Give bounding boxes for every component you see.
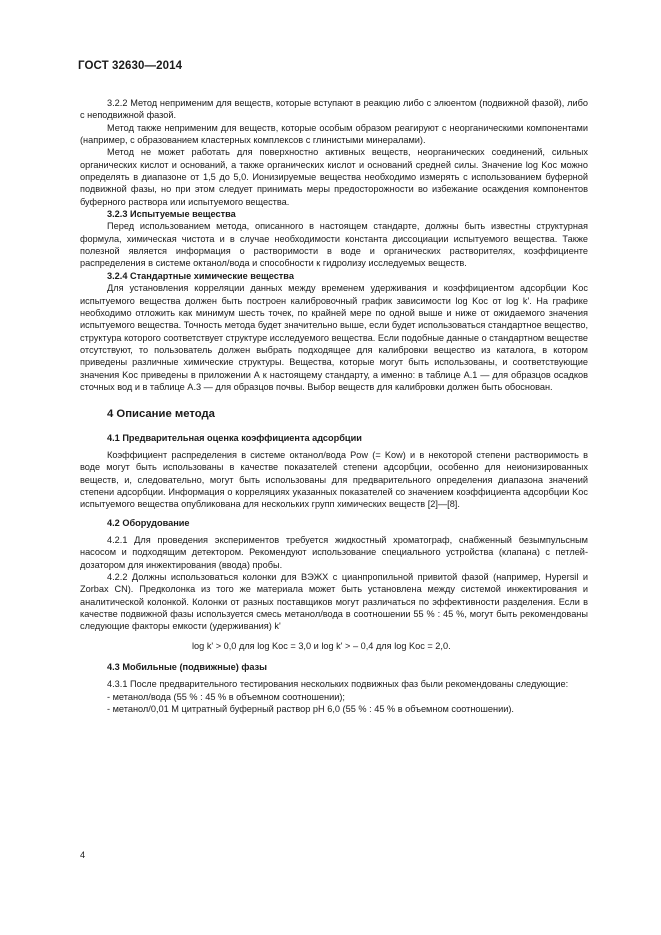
heading-3-2-3: 3.2.3 Испытуемые вещества	[107, 209, 236, 220]
document-code-header: ГОСТ 32630—2014	[78, 60, 183, 72]
heading-4-2: 4.2 Оборудование	[107, 517, 190, 528]
paragraph-reference-substances: Для установления корреляции данных между временем удерживания и коэффициентом адсорбции Koc испытуемого вещества должен быть построен калибровочный график зависимости log Koc от log k'. На графике необходимо отложить как минимум шесть точек, по крайней мере по одной выше и ниже от ожидаемого значения испытуемого вещества. Точность метода будет значительно выше, если будет использоваться стандартное вещество, структура которого соответствует структуре исследуемого вещества. Если подобные данные о стандартном веществе отсутствуют, то пользователь должен выбрать подходящее для калибровки вещество из каталога, в котором приведены различные химические структуры. Вещества, которые могут быть использованы, и соответствующие значения Koc приведены в приложении А к настоящему стандарту, а именно: в таблице А.1 — для образцов осадков сточных вод и в таблице А.3 — для образцов почвы. Выбор веществ для калибровки должен быть обоснован.	[80, 283, 588, 392]
paragraph-3-2-2: 3.2.2 Метод неприменим для веществ, которые вступают в реакцию либо с элюентом (подвижной фазой), либо с неподвижной фазой.	[80, 98, 588, 121]
paragraph-test-substances: Перед использованием метода, описанного в настоящем стандарте, должны быть известны структурная формула, химическая чистота и в случае необходимости константа диссоциации испытуемого вещества. Также полезной является информация о растворимости в воде и органических растворителях, коэффициенте распределения в системе октанол/вода и способности к гидролизу исследуемых веществ.	[80, 221, 588, 269]
paragraph-4-2-2: 4.2.2 Должны использоваться колонки для ВЭЖХ с цианпропильной привитой фазой (например, Hypersil и Zorbax CN). Предколонка из того же материала может быть установлена между системой инжектирования и аналитической колонкой. Колонки от разных поставщиков могут различаться по эффективности разделения. Если в качестве подвижной фазы используется смесь метанол/вода в соотношении 55 % : 45 %, могут быть рекомендованы следующие факторы емкости (удерживания) k'	[80, 572, 588, 632]
list-item-methanol-citrate: - метанол/0,01 М цитратный буферный раствор рН 6,0 (55 % : 45 % в объемном соотношении).	[107, 704, 514, 715]
section-4-title: 4 Описание метода	[107, 408, 215, 421]
paragraph-method-limits: Метод не может работать для поверхностно активных веществ, неорганических соединений, сильных органических кислот и оснований, а также органических кислот и оснований средней силы. Значение log Koc можно определять в диапазоне от 1,5 до 5,0. Ионизируемые вещества необходимо измерять с использованием буферной подвижной фазы, но при этом следует принимать меры предосторожности во избежание осаждения компонентов буферного раствора или испытуемого вещества.	[80, 147, 588, 207]
paragraph-4-2-1: 4.2.1 Для проведения экспериментов требуется жидкостный хроматограф, снабженный безымпульсным насосом и подходящим детектором. Рекомендуют использование специального устройства (клапана) с петлей-дозатором для инжектирования (ввода) пробы.	[80, 535, 588, 570]
heading-3-2-4: 3.2.4 Стандартные химические вещества	[107, 270, 294, 281]
heading-4-1: 4.1 Предварительная оценка коэффициента адсорбции	[107, 432, 362, 443]
document-body	[80, 97, 588, 715]
page-number: 4	[80, 850, 86, 860]
paragraph-partition-coefficient: Коэффициент распределения в системе октанол/вода Pow (= Kow) и в некоторой степени растворимость в воде могут быть использованы в качестве показателей степени адсорбции, особенно для неионизированных веществ, и, следовательно, могут быть использованы для предварительного определения диапазона значений степени адсорбции. Информация о корреляциях указанных показателей со значением коэффициента адсорбции Koc испытуемого вещества опубликована для нескольких групп химических веществ [2]—[8].	[80, 449, 588, 510]
capacity-factor-formula: log k' > 0,0 для log Koc = 3,0 и log k' > – 0,4 для log Koc = 2,0.	[192, 640, 451, 651]
paragraph-4-3-1: 4.3.1 После предварительного тестирования нескольких подвижных фаз были рекомендованы следующие:	[107, 679, 569, 690]
list-item-methanol-water: - метанол/вода (55 % : 45 % в объемном соотношении);	[107, 691, 345, 702]
paragraph-method-inapplicable: Метод также неприменим для веществ, которые особым образом реагируют с неорганическими компонентами (например, с образованием кластерных комплексов с глинистыми минералами).	[80, 122, 588, 146]
heading-4-3: 4.3 Мобильные (подвижные) фазы	[107, 662, 267, 673]
